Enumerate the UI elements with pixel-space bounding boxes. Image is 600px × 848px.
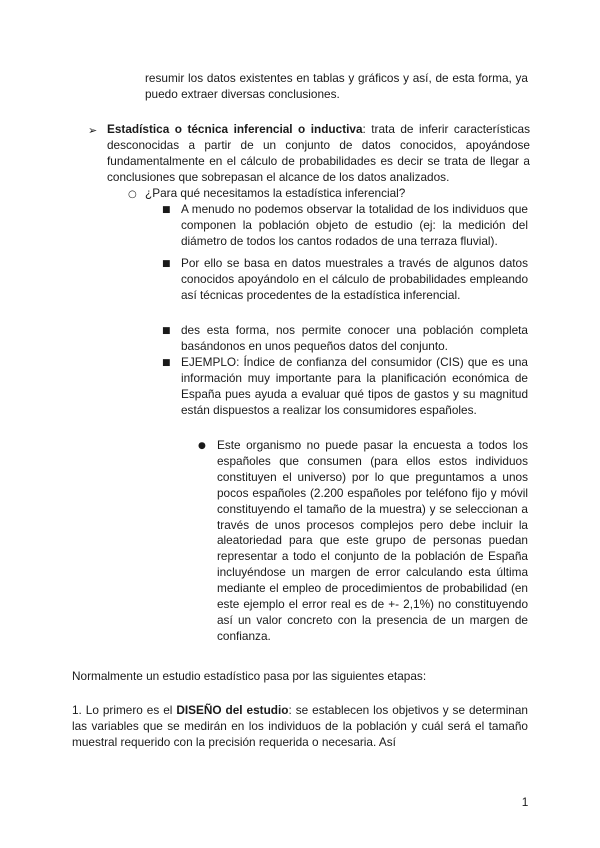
square-bullet-icon: ■	[162, 358, 171, 368]
stages-intro: Normalmente un estudio estadístico pasa por las siguientes etapas:	[72, 669, 427, 683]
list-item-example: EJEMPLO: Índice de confianza del consumidor (CIS) que es una información muy importante para la planificación económica de España pues ayuda a evaluar qué tipos de gastos y su magnitud están dispuestos a realizar los consumidores españoles.	[181, 355, 528, 417]
square-bullet-icon: ■	[162, 326, 171, 336]
square-bullet-icon: ■	[162, 259, 171, 269]
step-1-paragraph	[72, 703, 528, 751]
inferential-question: ¿Para qué necesitamos la estadística inferencial?	[145, 186, 406, 200]
step-1-lead: 1. Lo primero es el	[72, 703, 177, 717]
list-item: A menudo no podemos observar la totalidad de los individuos que componen la población objeto de estudio (ej: la medición del diámetro de todos los cantos rodados de una terraza fluvial).	[181, 202, 528, 248]
inferential-definition-text: : trata de inferir características desconocidas a partir de un conjunto de datos conocidos, apoyándose fundamentalmente en el cálculo de probabilidades es decir se trata de llegar a conclusiones que sobrepasan el alcance de los datos analizados.	[107, 122, 530, 184]
inferential-definition	[107, 122, 530, 186]
page-number: 1	[521, 795, 529, 809]
inferential-term: Estadística o técnica inferencial o inductiva	[107, 122, 363, 136]
example-detail: Este organismo no puede pasar la encuesta a todos los españoles que consumen (para ellos estos individuos constituyen el universo) por lo que preguntamos a unos pocos españoles (2.200 españoles por teléfono fijo y móvil constituyendo el tamaño de la muestra) y se seleccionan a través de unos procesos complejos pero debe incluir la aleatoriedad para que este grupo de personas puedan representar a todo el conjunto de la población de España incluyéndose un margen de error calculando esta última mediante el empleo de procedimientos de probabilidad (en este ejemplo el error real es de +- 2,1%) no constituyendo así un valor concreto con la presencia de un margen de confianza.	[217, 438, 528, 643]
arrow-bullet-icon: ➢	[88, 124, 98, 137]
circle-bullet-icon: ○	[128, 189, 137, 200]
step-1-term: DISEÑO del estudio	[176, 703, 289, 717]
list-item: Por ello se basa en datos muestrales a través de algunos datos conocidos apoyándolo en el cálculo de probabilidades empleando así técnicas procedentes de la estadística inferencial.	[181, 256, 528, 302]
square-bullet-icon: ■	[162, 205, 171, 215]
dot-bullet-icon: ●	[198, 441, 206, 451]
list-item: des esta forma, nos permite conocer una población completa basándonos en unos pequeños datos del conjunto.	[181, 323, 528, 353]
intro-continuation: resumir los datos existentes en tablas y gráficos y así, de esta forma, ya puedo extraer diversas conclusiones.	[145, 71, 528, 101]
step-1-text: : se establecen los objetivos y se determinan las variables que se medirán en los individuos de la población y cuál será el tamaño muestral requerido con la precisión requerida o necesaria. Así	[72, 703, 528, 749]
